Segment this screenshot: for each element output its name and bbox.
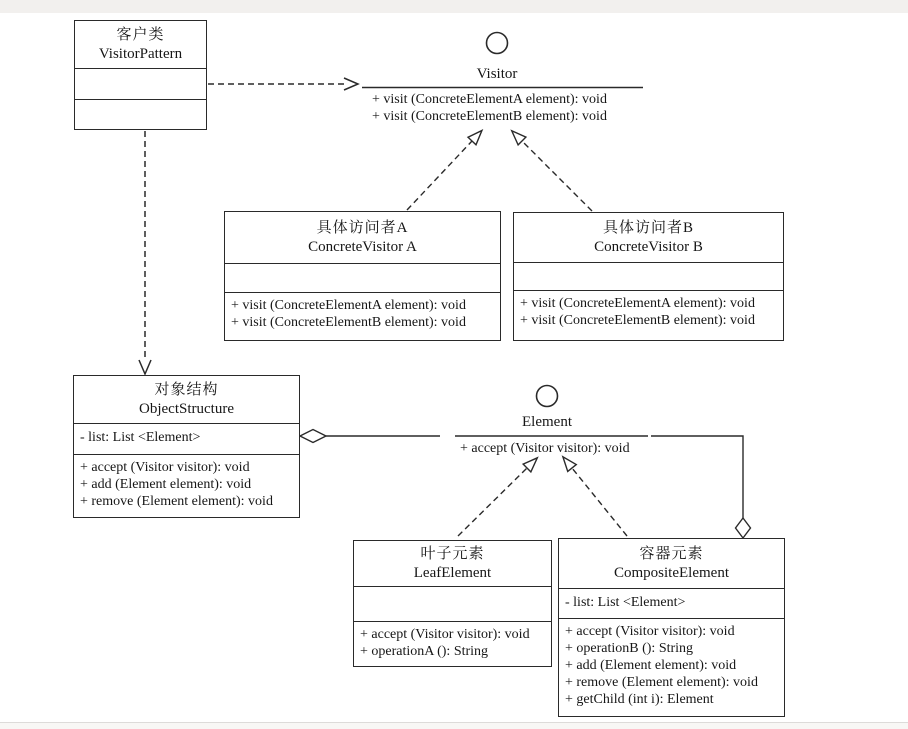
class-name-zh-concretevisitorb: 具体访问者B: [602, 220, 694, 237]
class-box-leafelement: [353, 540, 552, 667]
class-box-compositeelement: [558, 538, 785, 717]
realization-arrow-concretevisitorb-to-visitor: [522, 141, 592, 211]
methods-compartment-compositeelement: [559, 618, 784, 716]
method-line: + add (Element element): void: [565, 658, 737, 673]
aggregation-line-element-to-compositeelement: [651, 436, 743, 518]
method-line: + operationA (): String: [360, 644, 489, 659]
interface-methods-element: [460, 440, 630, 457]
class-box-objectstructure: [73, 375, 300, 518]
interface-name-element: Element: [522, 414, 572, 430]
aggregation-diamond-objectstructure: [300, 430, 326, 443]
method-line: + visit (ConcreteElementA element): void: [372, 92, 607, 107]
class-name-en-leafelement: LeafElement: [413, 564, 492, 581]
aggregation-diamond-compositeelement: [736, 518, 751, 538]
class-name-en-compositeelement: CompositeElement: [614, 564, 729, 581]
realization-arrow-leafelement-to-element: [458, 468, 527, 536]
class-box-visitorpattern: [74, 20, 207, 130]
attributes-compartment-compositeelement: [559, 588, 784, 618]
attributes-compartment-objectstructure: [74, 423, 299, 454]
attributes-compartment-concretevisitorb: [514, 262, 783, 290]
class-name-zh-concretevisitora: 具体访问者A: [316, 220, 409, 237]
attributes-compartment-leafelement: [354, 586, 551, 621]
methods-compartment-objectstructure: [74, 454, 299, 517]
methods-compartment-visitorpattern: [75, 99, 206, 129]
method-line: + operationB (): String: [565, 641, 694, 656]
method-line: + visit (ConcreteElementB element): void: [231, 315, 466, 330]
attribute-line: - list: List <Element>: [80, 430, 201, 445]
attributes-compartment-concretevisitora: [225, 263, 500, 292]
method-line: + remove (Element element): void: [80, 494, 273, 509]
method-line: + remove (Element element): void: [565, 675, 758, 690]
method-line: + accept (Visitor visitor): void: [565, 624, 735, 639]
visitor-interface-circle-icon: [487, 33, 508, 54]
class-name-zh-leafelement: 叶子元素: [420, 546, 485, 563]
class-name-zh-visitorpattern: 客户类: [116, 27, 165, 44]
attributes-compartment-visitorpattern: [75, 68, 206, 99]
method-line: + visit (ConcreteElementB element): void: [372, 109, 607, 124]
class-name-zh-compositeelement: 容器元素: [639, 546, 704, 563]
realization-arrow-compositeelement-to-element: [572, 468, 627, 536]
element-interface-circle-icon: [537, 386, 558, 407]
method-line: + visit (ConcreteElementA element): void: [231, 298, 466, 313]
method-line: + accept (Visitor visitor): void: [80, 460, 250, 475]
class-name-en-concretevisitora: ConcreteVisitor A: [308, 238, 417, 255]
class-box-concretevisitorb: [513, 212, 784, 341]
methods-compartment-concretevisitorb: [514, 290, 783, 340]
class-name-en-concretevisitorb: ConcreteVisitor B: [594, 238, 703, 255]
method-line: + accept (Visitor visitor): void: [460, 441, 630, 456]
interface-name-visitor: Visitor: [476, 66, 518, 82]
method-line: + visit (ConcreteElementB element): void: [520, 313, 755, 328]
method-line: + visit (ConcreteElementA element): void: [520, 296, 755, 311]
method-line: + getChild (int i): Element: [565, 692, 714, 707]
class-name-zh-objectstructure: 对象结构: [154, 382, 219, 399]
interface-methods-visitor: [372, 91, 607, 125]
class-name-en-objectstructure: ObjectStructure: [139, 400, 234, 417]
class-name-en-visitorpattern: VisitorPattern: [98, 45, 183, 62]
methods-compartment-concretevisitora: [225, 292, 500, 340]
methods-compartment-leafelement: [354, 621, 551, 666]
page-bottom-edge: [0, 722, 908, 729]
realization-arrow-concretevisitora-to-visitor: [407, 141, 472, 210]
class-box-concretevisitora: [224, 211, 501, 341]
method-line: + add (Element element): void: [80, 477, 252, 492]
attribute-line: - list: List <Element>: [565, 595, 686, 610]
method-line: + accept (Visitor visitor): void: [360, 627, 530, 642]
